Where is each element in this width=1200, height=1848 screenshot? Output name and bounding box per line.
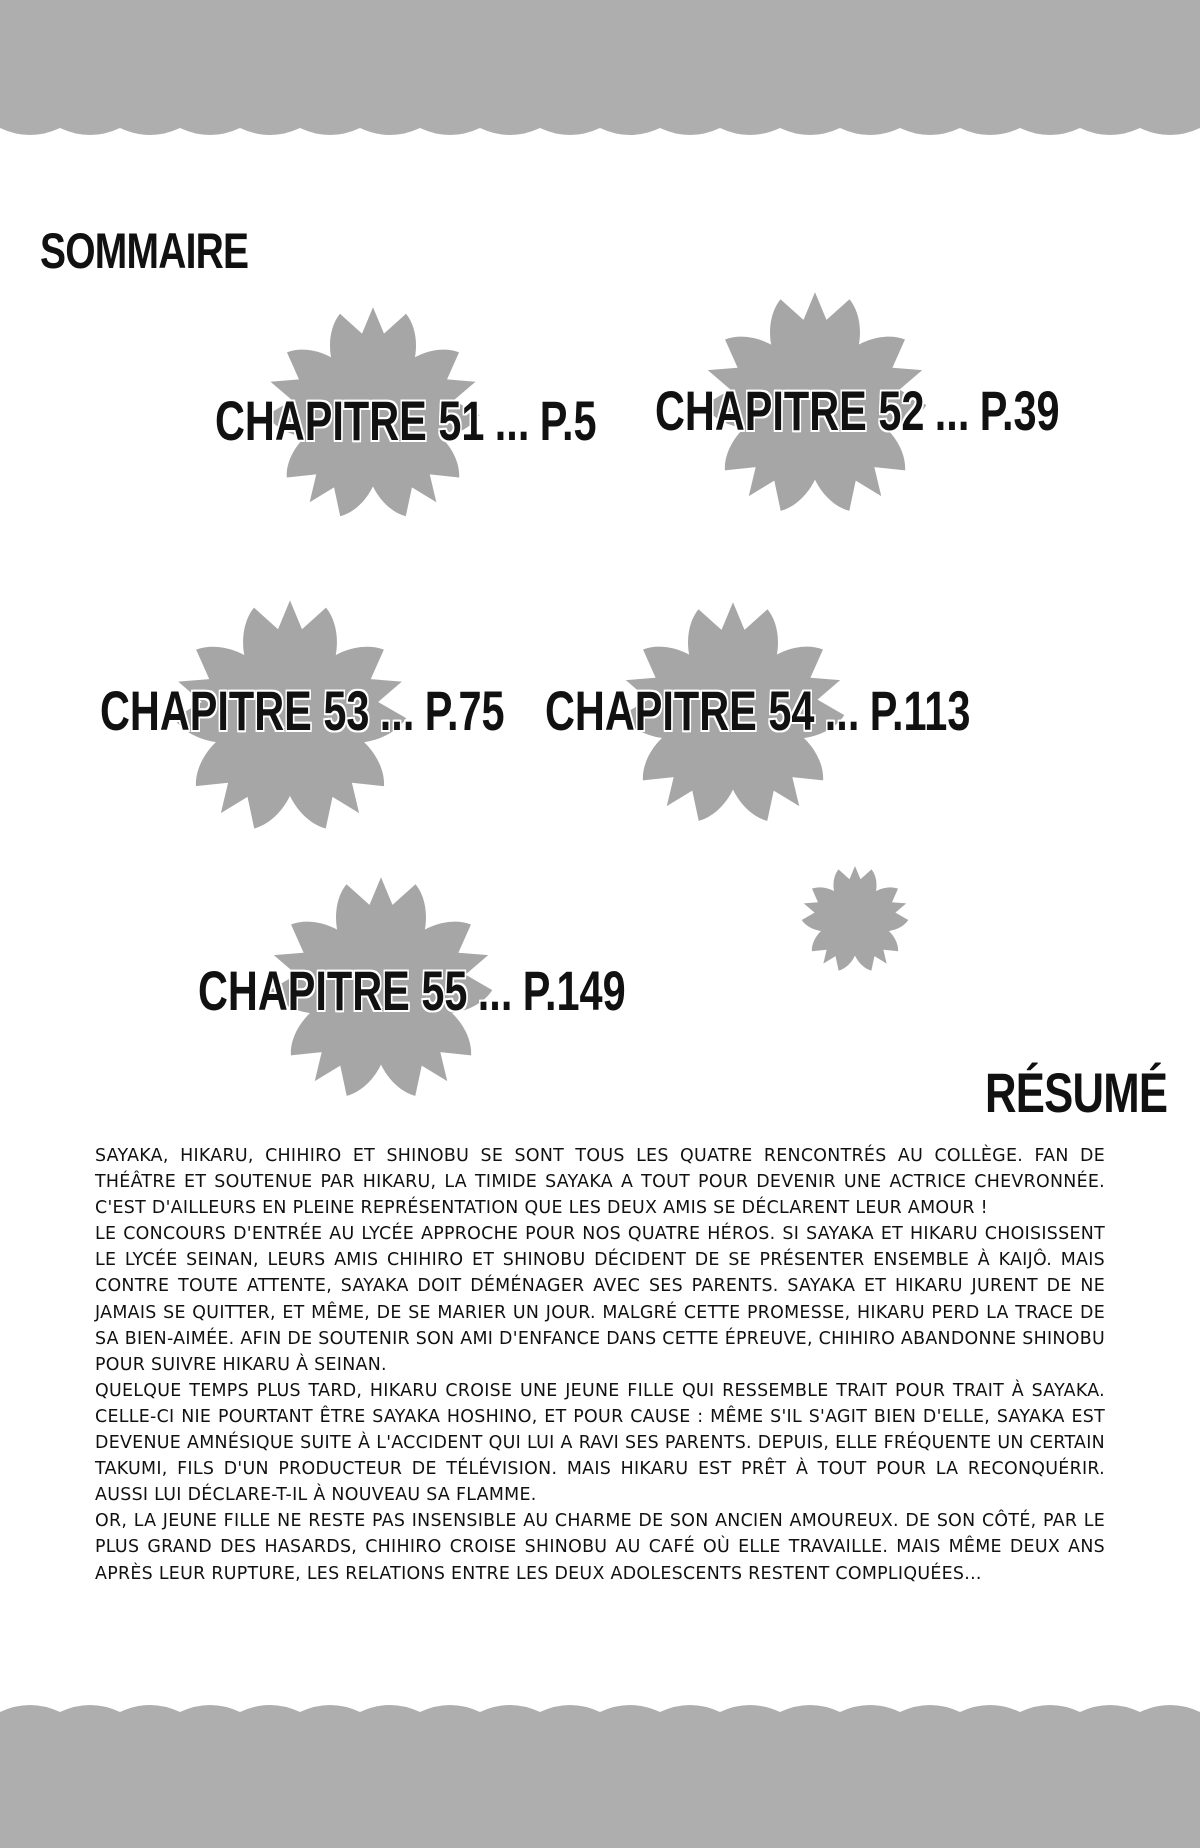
toc-dots: ... xyxy=(477,959,513,1022)
toc-page: P.5 xyxy=(539,389,597,452)
summary-paragraph: LE CONCOURS D'ENTRÉE AU LYCÉE APPROCHE POUR NOS QUATRE HÉROS. SI SAYAKA ET HIKARU CHOISISSENT LE LYCÉE SEINAN, LEURS AMIS CHIHIRO ET SHINOBU DÉCIDENT DE SE PRÉSENTER ENSEMBLE À KAIJÔ. MAIS CONTRE TOUTE ATTENTE, SAYAKA DOIT DÉMÉNAGER AVEC SES PARENTS. SAYAKA ET HIKARU JURENT DE NE JAMAIS SE QUITTER, ET MÊME, DE SE MARIER UN JOUR. MALGRÉ CETTE PROMESSE, HIKARU PERD LA TRACE DE SA BIEN-AIMÉE. AFIN DE SOUTENIR SON AMI D'ENFANCE DANS CETTE ÉPREUVE, CHIHIRO ABANDONNE SHINOBU POUR SUIVRE HIKARU À SEINAN. xyxy=(95,1224,1105,1375)
summary-heading: RÉSUMÉ xyxy=(985,1061,1168,1124)
toc-dots: ... xyxy=(824,679,860,742)
summary-paragraph: SAYAKA, HIKARU, CHIHIRO ET SHINOBU SE SONT TOUS LES QUATRE RENCONTRÉS AU COLLÈGE. FAN DE THÉÂTRE ET SOUTENUE PAR HIKARU, LA TIMIDE SAYAKA A TOUT POUR DEVENIR UNE ACTRICE CHEVRONNÉE. C'EST D'AILLEURS EN PLEINE REPRÉSENTATION QUE LES DEUX AMIS SE DÉCLARENT LEUR AMOUR ! xyxy=(95,1146,1105,1219)
top-wavy-band xyxy=(0,0,1200,150)
toc-heading: SOMMAIRE xyxy=(40,223,249,279)
toc-entry-51 xyxy=(215,388,597,453)
toc-dots: ... xyxy=(379,679,415,742)
summary-text xyxy=(95,1143,1105,1587)
toc-page: P.75 xyxy=(424,679,505,742)
toc-page: P.39 xyxy=(979,379,1060,442)
summary-paragraph: QUELQUE TEMPS PLUS TARD, HIKARU CROISE UNE JEUNE FILLE QUI RESSEMBLE TRAIT POUR TRAIT À SAYAKA. CELLE-CI NIE POURTANT ÊTRE SAYAKA HOSHINO, ET POUR CAUSE : MÊME S'IL S'AGIT BIEN D'ELLE, SAYAKA EST DEVENUE AMNÉSIQUE SUITE À L'ACCIDENT QUI LUI A RAVI SES PARENTS. DEPUIS, ELLE FRÉQUENTE UN CERTAIN TAKUMI, FILS D'UN PRODUCTEUR DE TÉLÉVISION. MAIS HIKARU EST PRÊT À TOUT POUR LA RECONQUÉRIR. AUSSI LUI DÉCLARE-T-IL À NOUVEAU SA FLAMME. xyxy=(95,1380,1105,1506)
toc-entry-53 xyxy=(100,678,505,743)
toc-chapter: CHAPITRE 55 xyxy=(198,959,468,1022)
bottom-wavy-band xyxy=(0,1690,1200,1848)
toc-entry-55 xyxy=(198,958,626,1023)
toc-entry-54 xyxy=(545,678,970,743)
toc-page: P.149 xyxy=(522,959,626,1022)
toc-chapter: CHAPITRE 53 xyxy=(100,679,370,742)
toc-chapter: CHAPITRE 52 xyxy=(655,379,925,442)
toc-page: P.113 xyxy=(869,679,971,742)
toc-dots: ... xyxy=(494,389,530,452)
toc-dots: ... xyxy=(934,379,970,442)
toc-chapter: CHAPITRE 51 xyxy=(215,389,485,452)
toc-chapter: CHAPITRE 54 xyxy=(545,679,815,742)
toc-entry-52 xyxy=(655,378,1060,443)
summary-paragraph: OR, LA JEUNE FILLE NE RESTE PAS INSENSIBLE AU CHARME DE SON ANCIEN AMOUREUX. DE SON CÔTÉ, PAR LE PLUS GRAND DES HASARDS, CHIHIRO CROISE SHINOBU AU CAFÉ OÙ ELLE TRAVAILLE. MAIS MÊME DEUX ANS APRÈS LEUR RUPTURE, LES RELATIONS ENTRE LES DEUX ADOLESCENTS RESTENT COMPLIQUÉES... xyxy=(95,1511,1105,1584)
flower-decoration xyxy=(800,865,910,975)
